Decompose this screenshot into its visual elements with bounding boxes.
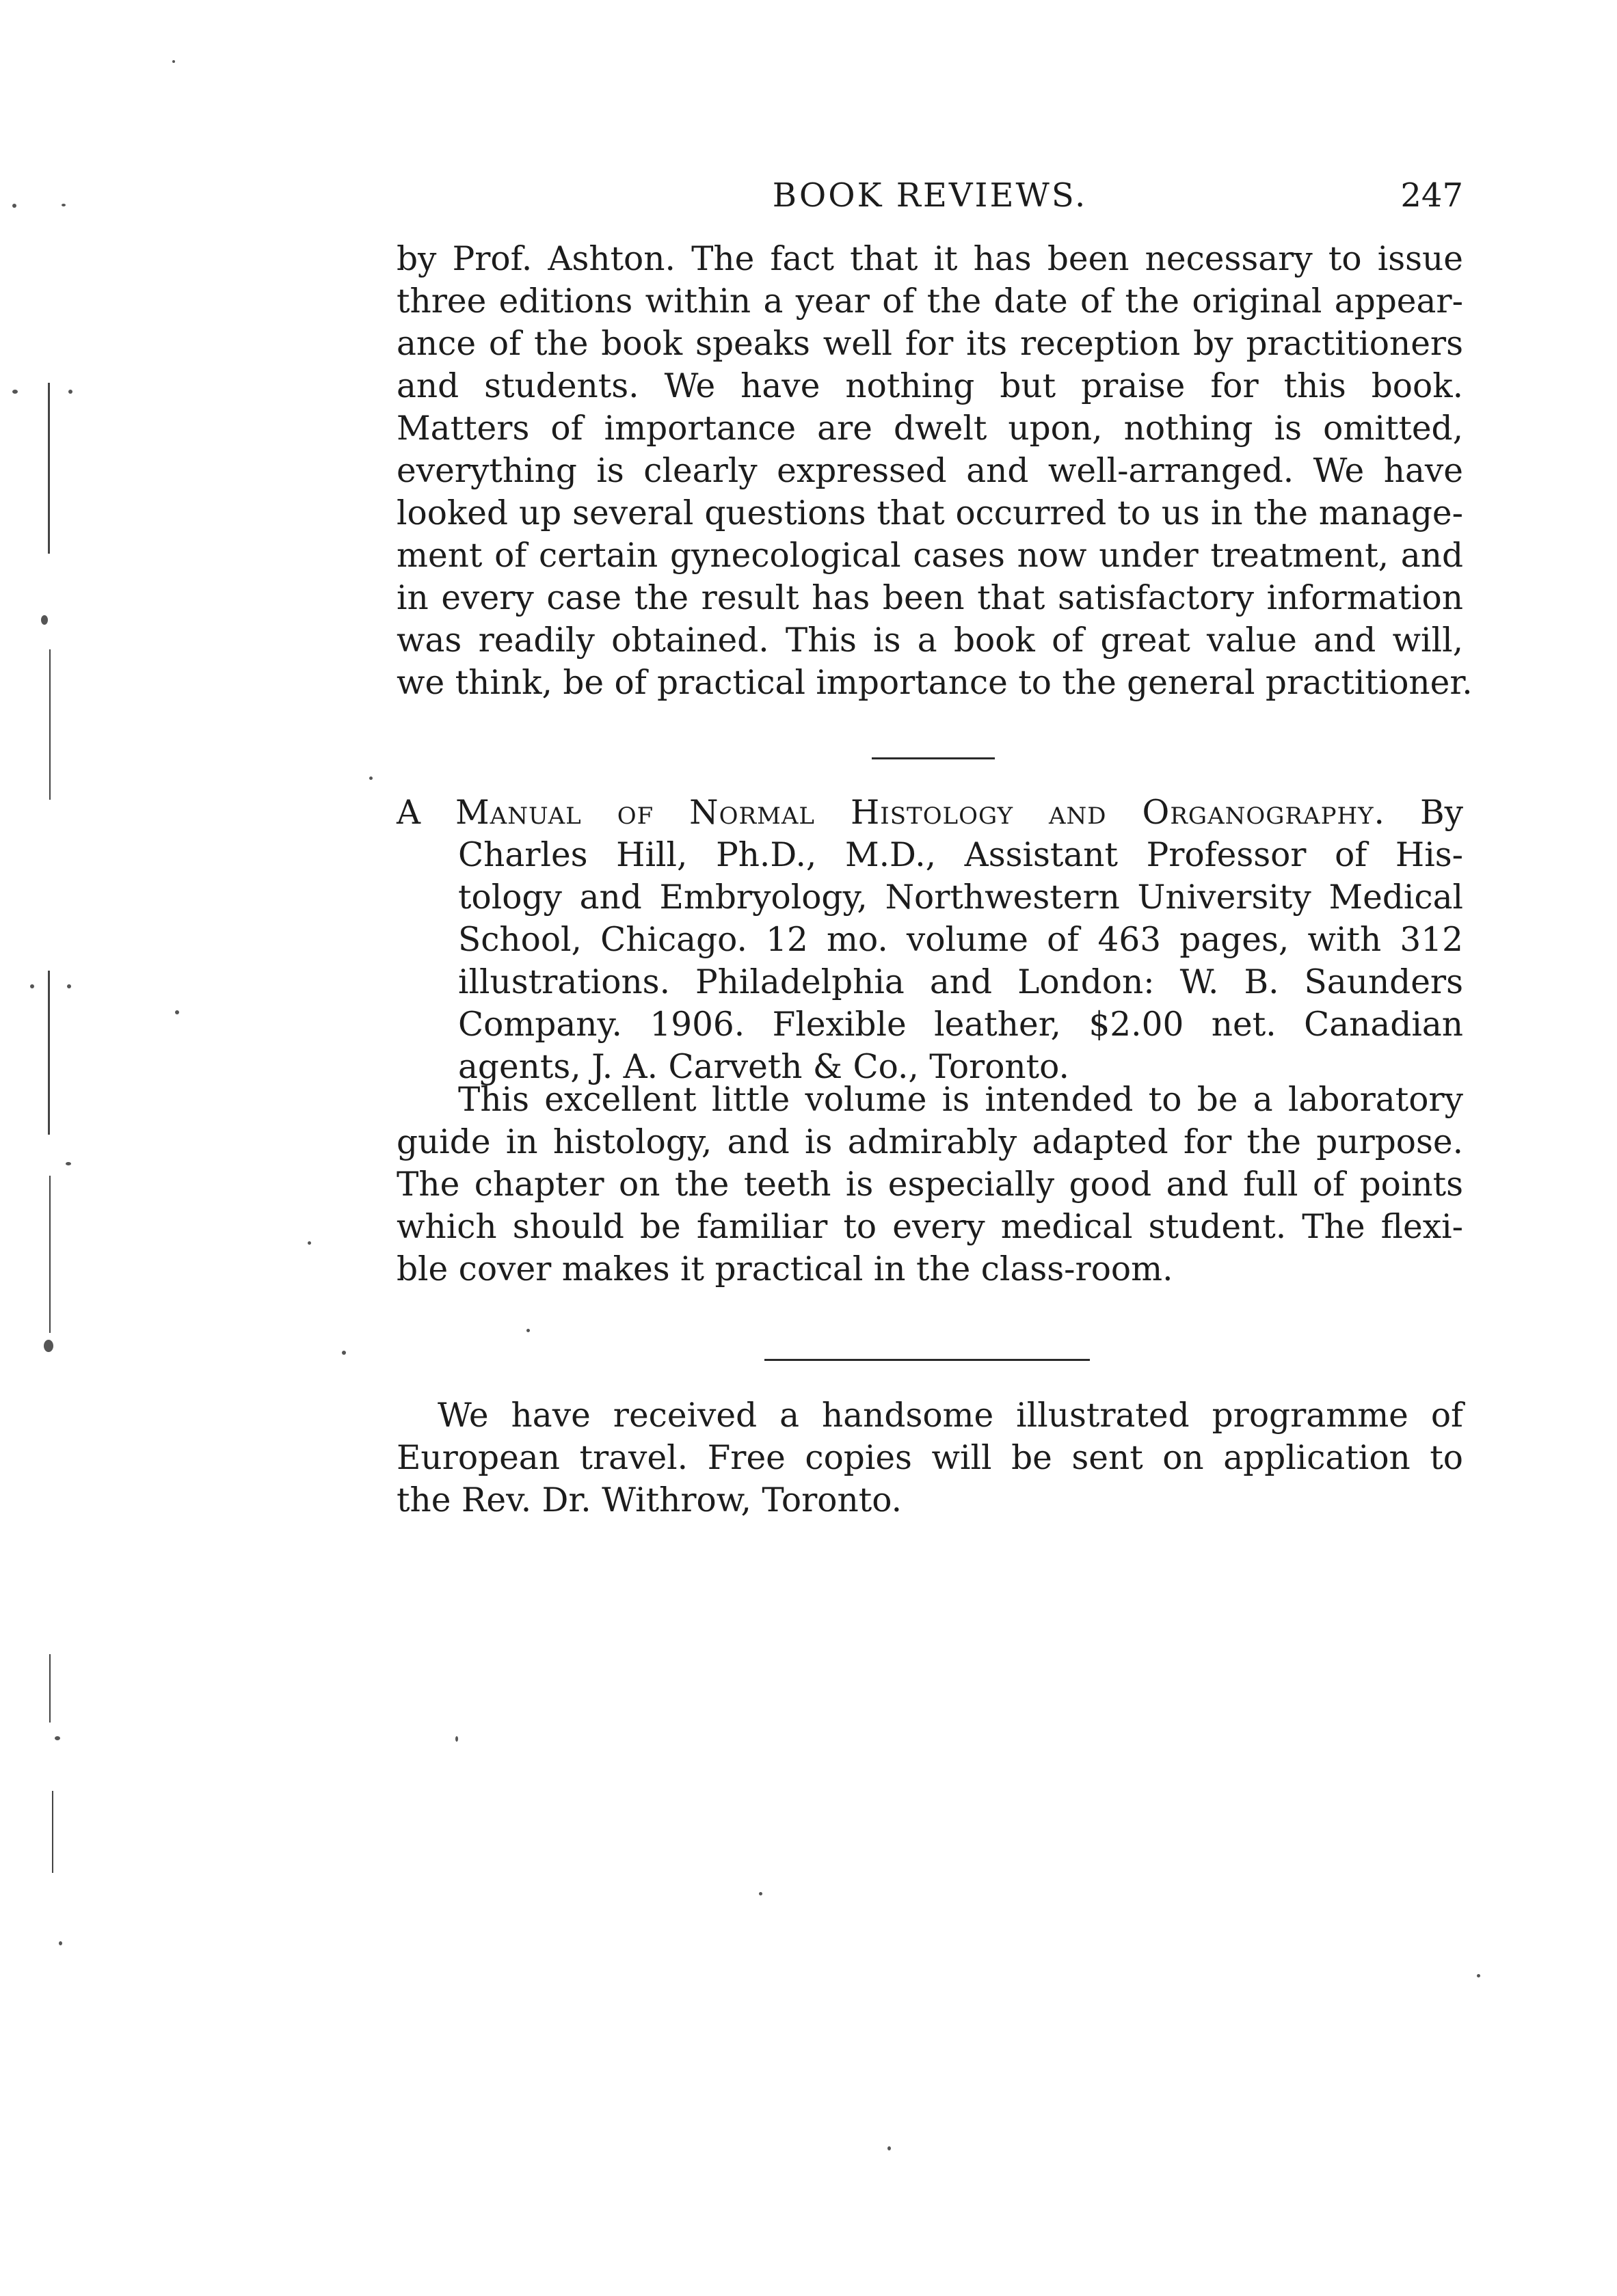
- scan-speck: [308, 1241, 311, 1245]
- scan-speck: [1477, 1974, 1480, 1977]
- text-line: illustrations. Philadelphia and London: W. B. Saunders: [458, 963, 1463, 1001]
- text-line: tology and Embryology, Northwestern University Medical: [458, 878, 1463, 917]
- citation-by: By: [1385, 794, 1463, 832]
- text-line: We have received a handsome illustrated programme of: [438, 1396, 1463, 1435]
- text-line: was readily obtained. This is a book of great value and will,: [397, 621, 1463, 660]
- scan-speck: [59, 1941, 62, 1945]
- text-line: three editions within a year of the date of the original appear-: [397, 282, 1463, 321]
- text-line: School, Chicago. 12 mo. volume of 463 pages, with 312: [458, 921, 1463, 959]
- text-line: agents, J. A. Carveth & Co., Toronto.: [458, 1048, 1069, 1086]
- scan-speck: [887, 2146, 891, 2150]
- scan-margin-mark: [49, 1176, 51, 1333]
- page-number: 247: [1400, 176, 1463, 215]
- text-line: looked up several questions that occurred to us in the manage-: [397, 494, 1463, 532]
- running-head: [397, 176, 1463, 224]
- scan-speck: [12, 390, 18, 394]
- review-body-paragraph: [397, 1079, 1463, 1291]
- text-line: and students. We have nothing but praise for this book.: [397, 367, 1463, 405]
- citation-book-title: Manual of Normal Histology and Organography.: [455, 794, 1385, 832]
- review-continuation-paragraph: [397, 238, 1473, 704]
- scan-speck: [172, 60, 175, 63]
- scan-margin-mark: [52, 1791, 53, 1873]
- citation-first-line: [397, 792, 1463, 834]
- text-line: European travel. Free copies will be sent on application to: [397, 1439, 1463, 1477]
- scan-speck: [455, 1736, 458, 1742]
- text-line: ment of certain gynecological cases now under treatment, and: [397, 537, 1463, 575]
- text-line: This excellent little volume is intended to be a laboratory: [458, 1081, 1463, 1119]
- text-line: we think, be of practical importance to the general practitioner.: [397, 664, 1473, 702]
- book-citation: [397, 792, 1463, 1088]
- text-line: guide in histology, and is admirably adapted for the purpose.: [397, 1123, 1463, 1161]
- scan-margin-mark: [49, 649, 51, 800]
- text-line: ance of the book speaks well for its reception by practitioners: [397, 325, 1463, 363]
- text-line: everything is clearly expressed and well-arranged. We have: [397, 452, 1463, 490]
- scan-speck: [44, 1340, 53, 1352]
- notice-paragraph: [397, 1394, 1463, 1522]
- scan-speck: [30, 984, 34, 988]
- section-divider: [764, 1359, 1090, 1361]
- scan-speck: [41, 615, 48, 625]
- text-line: the Rev. Dr. Withrow, Toronto.: [397, 1481, 902, 1520]
- text-line: Company. 1906. Flexible leather, $2.00 net. Canadian: [458, 1005, 1463, 1044]
- scan-margin-mark: [48, 971, 50, 1135]
- scan-speck: [55, 1736, 60, 1740]
- scan-speck: [342, 1351, 346, 1355]
- scan-speck: [68, 390, 72, 394]
- scan-speck: [66, 1162, 71, 1165]
- scan-speck: [67, 984, 71, 988]
- text-line: in every case the result has been that satisfactory information: [397, 579, 1463, 617]
- text-line: The chapter on the teeth is especially good and full of points: [397, 1165, 1463, 1204]
- scan-speck: [175, 1010, 179, 1014]
- scan-margin-mark: [49, 1654, 51, 1723]
- text-line: by Prof. Ashton. The fact that it has been necessary to issue: [397, 240, 1463, 278]
- scan-speck: [759, 1892, 762, 1895]
- section-divider: [872, 757, 995, 759]
- text-line: ble cover makes it practical in the class-room.: [397, 1250, 1173, 1288]
- scan-margin-mark: [48, 383, 50, 554]
- scan-speck: [526, 1329, 530, 1332]
- citation-title-lead: A: [397, 794, 456, 832]
- text-line: Matters of importance are dwelt upon, nothing is omitted,: [397, 409, 1463, 448]
- text-line: which should be familiar to every medical student. The flexi-: [397, 1208, 1463, 1246]
- running-head-title: BOOK REVIEWS.: [772, 176, 1088, 215]
- scan-speck: [62, 204, 66, 206]
- scan-speck: [369, 776, 373, 780]
- text-line: Charles Hill, Ph.D., M.D., Assistant Professor of His-: [458, 836, 1463, 874]
- scan-speck: [12, 204, 16, 208]
